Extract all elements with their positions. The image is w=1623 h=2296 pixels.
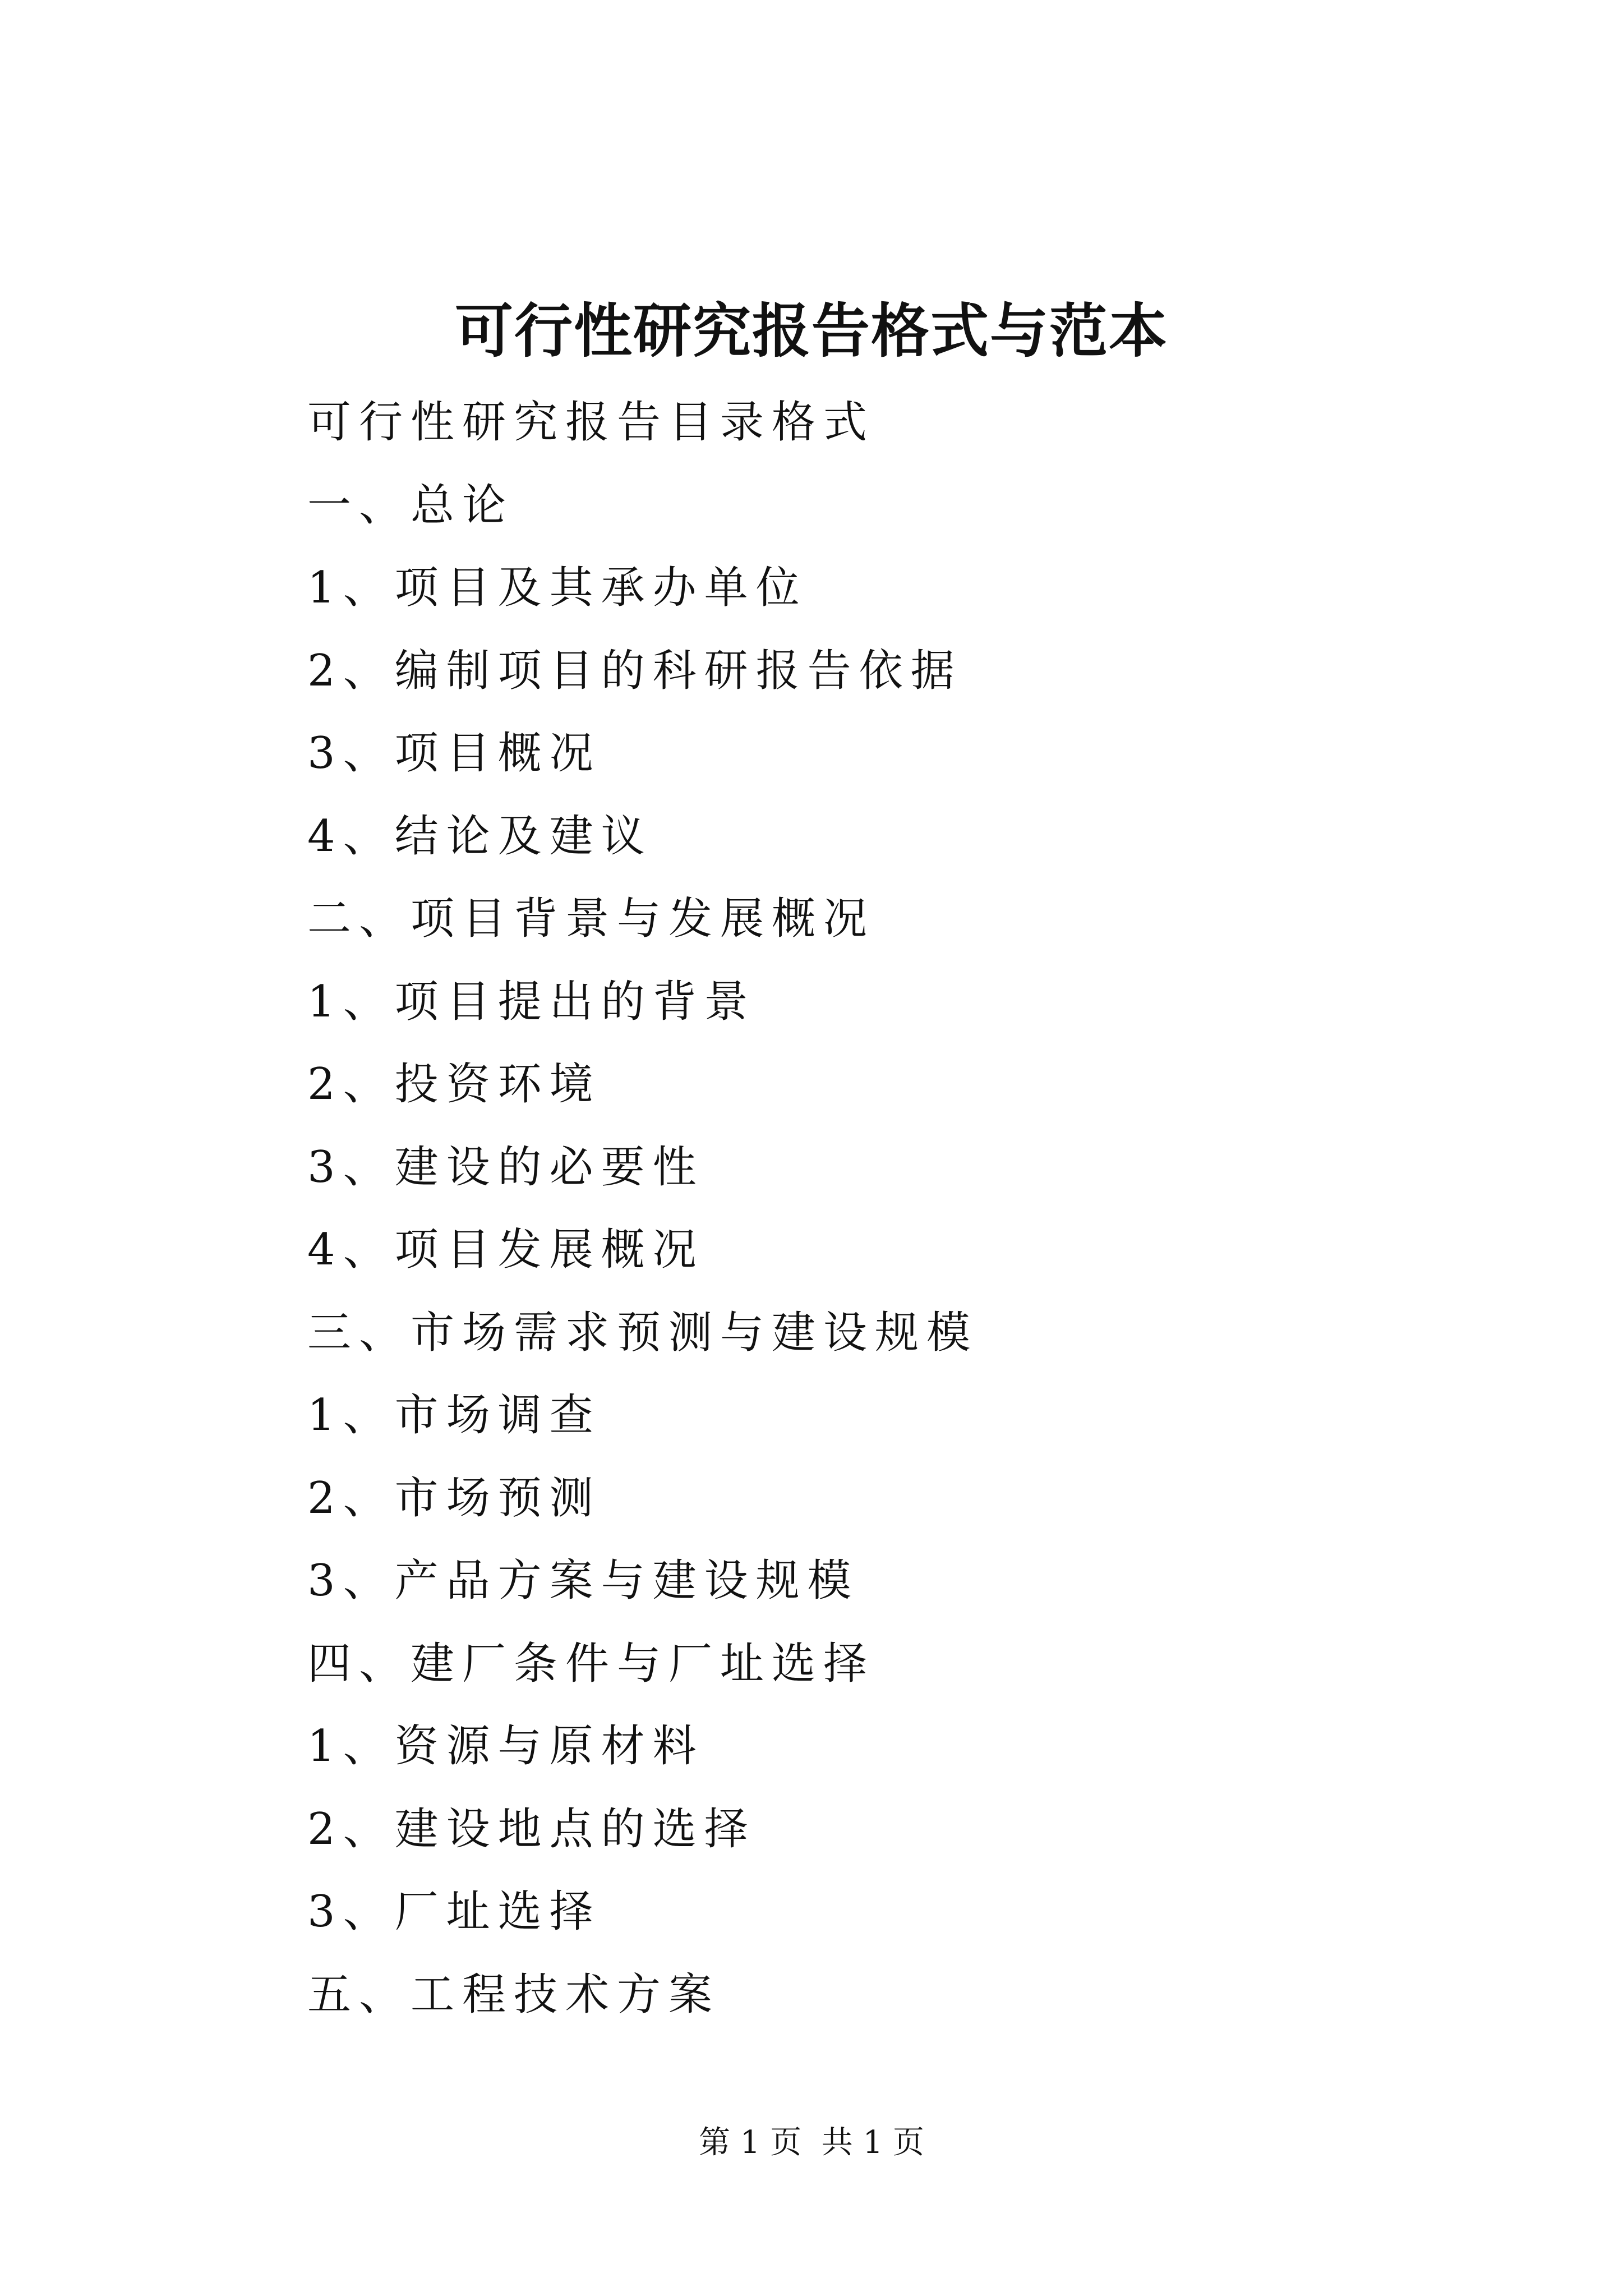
toc-item: 3、厂址选择	[307, 1887, 601, 1937]
toc-item: 2、市场预测	[307, 1473, 601, 1524]
toc-item: 3、项目概况	[307, 728, 601, 779]
document-title: 可行性研究报告格式与范本	[454, 296, 1168, 365]
toc-section-5: 五、工程技术方案	[307, 1969, 721, 2020]
toc-item: 1、资源与原材料	[307, 1721, 704, 1772]
toc-item: 2、投资环境	[307, 1059, 601, 1110]
page-number-footer: 第 1 页 共 1 页	[698, 2124, 925, 2161]
toc-section-4: 四、建厂条件与厂址选择	[307, 1638, 875, 1689]
toc-item: 4、项目发展概况	[307, 1225, 704, 1275]
toc-item: 3、建设的必要性	[307, 1142, 704, 1193]
toc-section-3: 三、市场需求预测与建设规模	[307, 1307, 979, 1358]
toc-item: 1、市场调查	[307, 1390, 601, 1441]
toc-item: 4、结论及建议	[307, 811, 653, 862]
toc-item: 1、项目及其承办单位	[307, 563, 808, 613]
toc-item: 2、编制项目的科研报告依据	[307, 645, 962, 696]
toc-item: 1、项目提出的背景	[307, 976, 756, 1027]
toc-section-2: 二、项目背景与发展概况	[307, 894, 875, 944]
table-of-contents	[307, 381, 978, 2036]
toc-section-1: 一、总论	[307, 480, 514, 531]
toc-intro-line: 可行性研究报告目录格式	[307, 397, 875, 448]
toc-item: 3、产品方案与建设规模	[307, 1556, 859, 1606]
toc-item: 2、建设地点的选择	[307, 1803, 756, 1855]
